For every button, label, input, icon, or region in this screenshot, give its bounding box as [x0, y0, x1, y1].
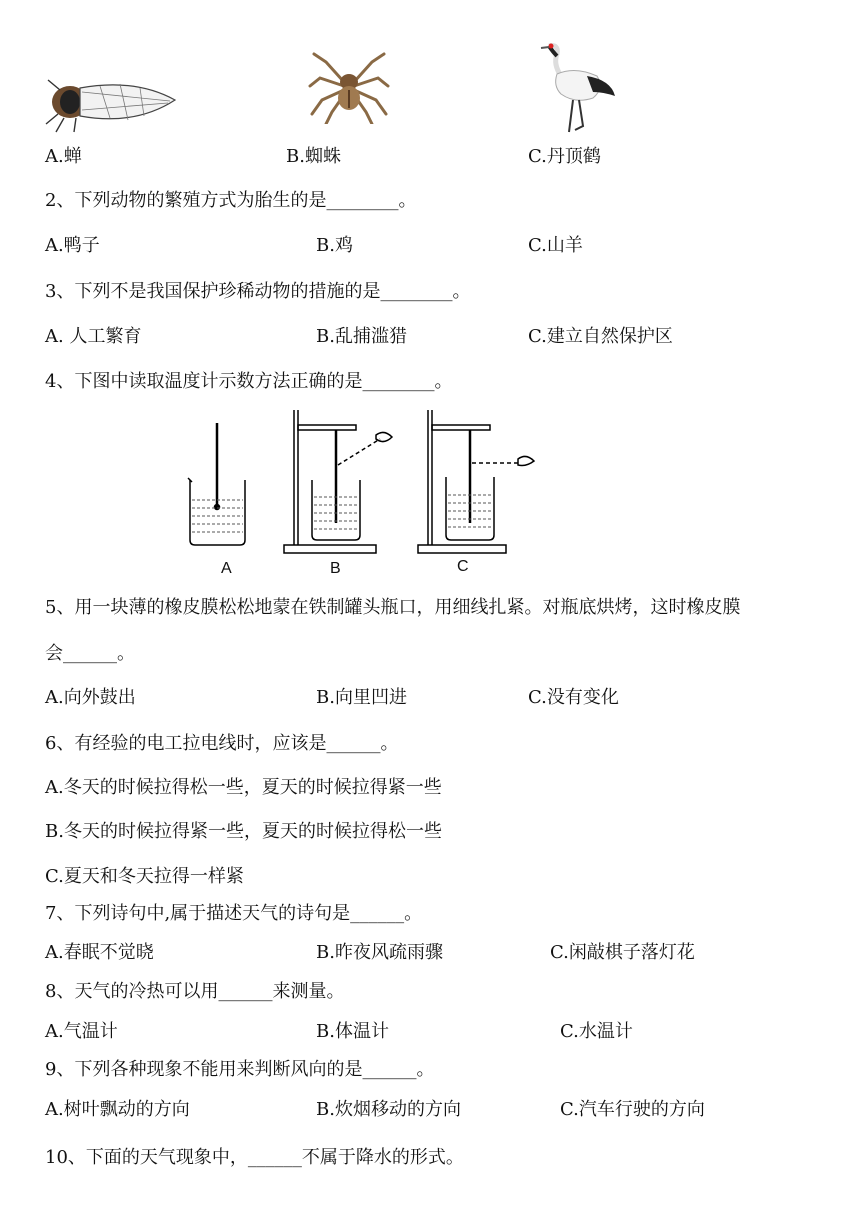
q1-option-c[interactable]: C.丹顶鹤: [528, 146, 601, 167]
q5-stem-line1: 5、用一块薄的橡皮膜松松地蒙在铁制罐头瓶口，用细线扎紧。对瓶底烘烤，这时橡皮膜: [45, 597, 741, 618]
q2-option-b[interactable]: B.鸡: [316, 235, 353, 256]
q6-option-c[interactable]: C.夏天和冬天拉得一样紧: [45, 866, 244, 887]
q5-stem-line2: 会______。: [45, 643, 135, 664]
q5-option-c[interactable]: C.没有变化: [528, 687, 619, 708]
q3-option-a[interactable]: A. 人工繁育: [45, 326, 142, 347]
q2-option-c[interactable]: C.山羊: [528, 235, 583, 256]
q6-stem: 6、有经验的电工拉电线时，应该是______。: [45, 733, 399, 754]
q8-option-b[interactable]: B.体温计: [316, 1021, 389, 1042]
q6-option-b[interactable]: B.冬天的时候拉得紧一些，夏天的时候拉得松一些: [45, 821, 442, 842]
q8-option-a[interactable]: A.气温计: [45, 1021, 118, 1042]
q5-option-b[interactable]: B.向里凹进: [316, 687, 407, 708]
q5-option-a[interactable]: A.向外鼓出: [45, 687, 136, 708]
q3-stem: 3、下列不是我国保护珍稀动物的措施的是________。: [45, 281, 471, 302]
cicada-image: [40, 70, 180, 134]
q7-option-b[interactable]: B.昨夜风疏雨骤: [316, 942, 443, 963]
q1-option-b[interactable]: B.蜘蛛: [286, 146, 341, 167]
q9-stem: 9、下列各种现象不能用来判断风向的是______。: [45, 1059, 435, 1080]
red-crowned-crane-image: [535, 42, 620, 134]
q7-option-a[interactable]: A.春眠不觉晓: [45, 942, 154, 963]
q4-stem: 4、下图中读取温度计示数方法正确的是________。: [45, 371, 453, 392]
q8-option-c[interactable]: C.水温计: [560, 1021, 633, 1042]
q7-stem: 7、下列诗句中,属于描述天气的诗句是______。: [45, 903, 423, 924]
thermometer-diagram: [180, 405, 550, 555]
figure-label-a: A: [221, 560, 232, 577]
figure-label-b: B: [330, 560, 341, 577]
q2-stem: 2、下列动物的繁殖方式为胎生的是________。: [45, 190, 417, 211]
q9-option-b[interactable]: B.炊烟移动的方向: [316, 1099, 461, 1120]
q8-stem: 8、天气的冷热可以用______来测量。: [45, 981, 345, 1002]
q9-option-c[interactable]: C.汽车行驶的方向: [560, 1099, 705, 1120]
figure-label-c: C: [457, 558, 469, 575]
spider-image: [308, 52, 390, 124]
q3-option-b[interactable]: B.乱捕滥猎: [316, 326, 407, 347]
q7-option-c[interactable]: C.闲敲棋子落灯花: [550, 942, 695, 963]
q6-option-a[interactable]: A.冬天的时候拉得松一些，夏天的时候拉得紧一些: [45, 777, 442, 798]
q9-option-a[interactable]: A.树叶飘动的方向: [45, 1099, 190, 1120]
q2-option-a[interactable]: A.鸭子: [45, 235, 100, 256]
q3-option-c[interactable]: C.建立自然保护区: [528, 326, 673, 347]
q1-option-a[interactable]: A.蝉: [45, 146, 82, 167]
q10-stem: 10、下面的天气现象中，______不属于降水的形式。: [45, 1147, 464, 1168]
